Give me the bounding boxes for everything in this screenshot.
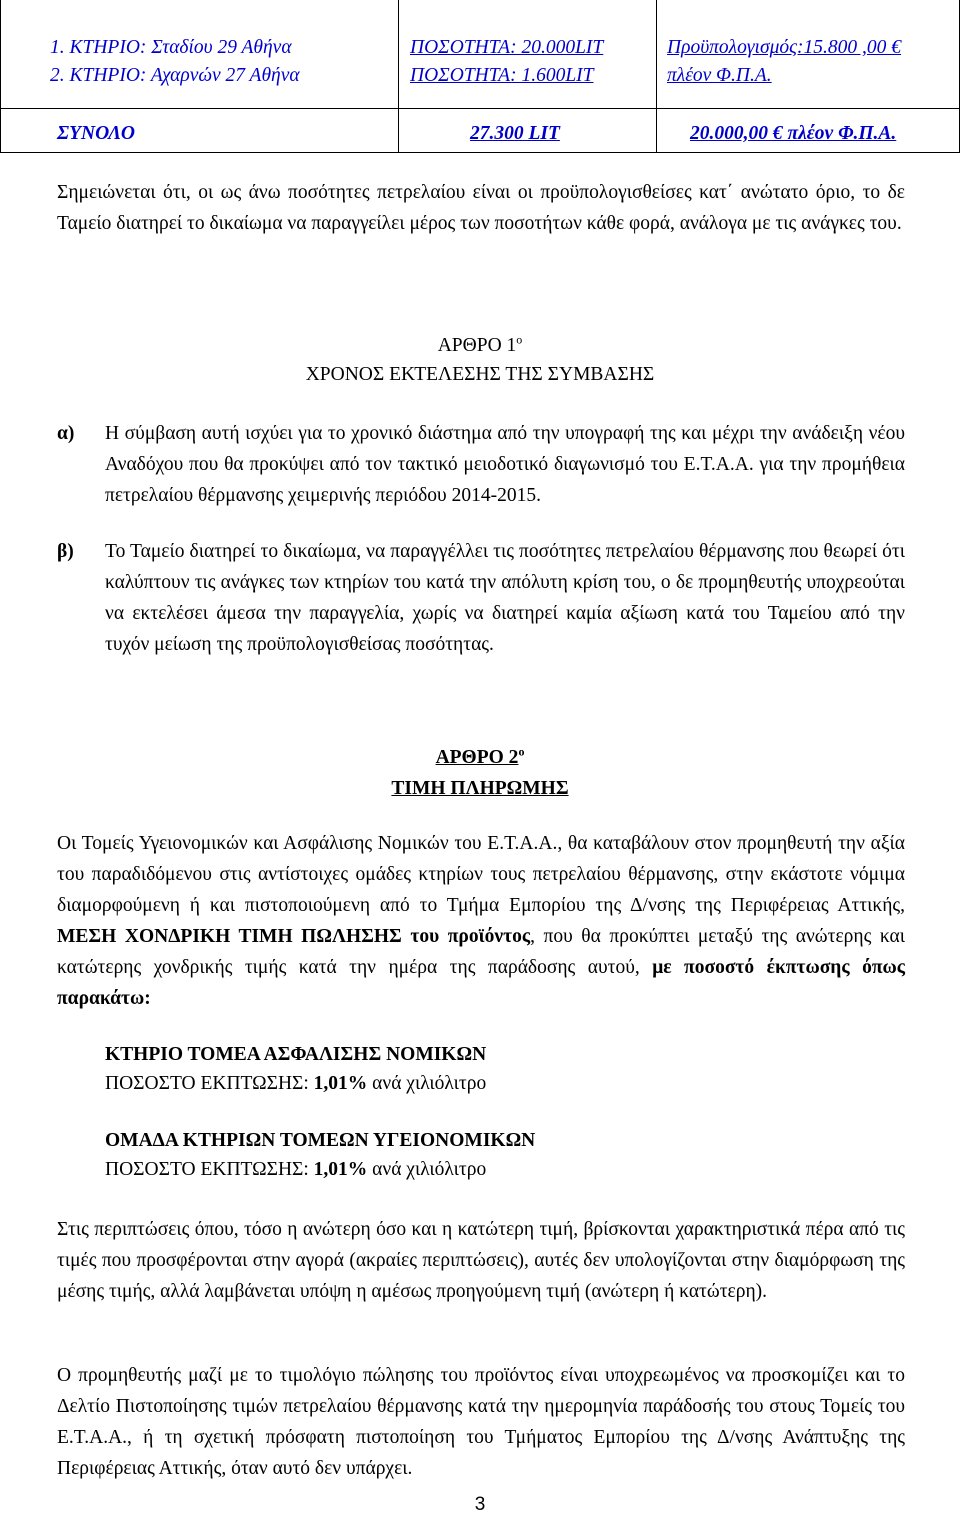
building-line-2: 2. ΚΤΗΡΙΟ: Αχαρνών 27 Αθήνα (50, 65, 300, 86)
article-1-heading-text: ΑΡΘΡΟ 1 (437, 335, 517, 356)
building-group-2-name: ΟΜΑΔΑ ΚΤΗΡΙΩΝ ΤΟΜΕΩΝ ΥΓΕΙΟΝΟΜΙΚΩΝ (105, 1130, 536, 1151)
table-budget-cell (667, 34, 901, 90)
item-a-label: α) (57, 423, 75, 444)
total-label: ΣΥΝΟΛΟ (57, 123, 135, 144)
article-2-heading-sup: ο (518, 744, 525, 759)
table-quantities-cell (410, 34, 603, 90)
discount-unit-1: ανά χιλιόλιτρο (367, 1073, 487, 1094)
item-a-text: Η σύμβαση αυτή ισχύει για το χρονικό διάστημα από την υπογραφή της και μέχρι την ανάδειξη νέου Αναδόχου που θα προκύψει από τον τακτικό μειοδοτικό διαγωνισμό του Ε.Τ.Α.Α. για την προμήθεια πετρελαίου θέρμανσης χειμερινής περιόδου 2014-2015. (105, 423, 905, 506)
table-buildings-cell (50, 34, 300, 90)
article-1-heading-sup: ο (516, 332, 523, 347)
table-divider-1 (398, 0, 399, 152)
total-quantity: 27.300 LIT (470, 123, 560, 144)
quantity-line-2: ΠΟΣΟΤΗΤΑ: 1.600LIT (410, 65, 594, 86)
article-1-heading (0, 330, 960, 361)
building-group-1-discount (105, 1069, 486, 1098)
building-group-2 (105, 1126, 535, 1184)
article-1-subheading: ΧΡΟΝΟΣ ΕΚΤΕΛΕΣΗΣ ΤΗΣ ΣΥΜΒΑΣΗΣ (305, 364, 655, 385)
total-amount: 20.000,00 € πλέον Φ.Π.Α. (690, 123, 897, 144)
supplier-obligations-paragraph: Ο προμηθευτής μαζί με το τιμολόγιο πώλησης του προϊόντος είναι υποχρεωμένος να προσκομίζει και το Δελτίο Πιστοποίησης τιμών πετρελαίου θέρμανσης κατά την ημερομηνία παράδοσής του στους Τομείς του Ε.Τ.Α.Α., ή τη σχετική πρόσφατη πιστοποίηση του Τμήματος Εμπορίου της Δ/νσης Ανάπτυξης της Περιφέρειας Αττικής, όταν αυτό δεν υπάρχει. (57, 1365, 905, 1479)
discount-rate-emphasis: με ποσοστό έκπτωσης όπως παρακάτω: (57, 957, 905, 1009)
quantity-line-1: ΠΟΣΟΤΗΤΑ: 20.000LIT (410, 37, 604, 58)
article-2-paragraph (57, 828, 905, 1014)
building-group-2-discount (105, 1155, 535, 1184)
article-2-subheading-text: ΤΙΜΗ ΠΛΗΡΩΜΗΣ (391, 778, 569, 799)
building-line-1: 1. ΚΤΗΡΙΟ: Σταδίου 29 Αθήνα (50, 37, 292, 58)
article-2-paragraph-start: Οι Τομείς Υγειονομικών και Ασφάλισης Νομικών του Ε.Τ.Α.Α., θα καταβάλουν στον προμηθευτή την αξία του παραδιδόμενου στις αντίστοιχες ομάδες κτηρίων τους πετρελαίου θέρμανσης, στην εκάστοτε νόμιμα διαμορφούμενη ή και πιστοποιούμενη από το Τμήμα Εμπορίου της Δ/νσης της Περιφέρειας Αττικής, (57, 833, 905, 916)
article-1-item-a (57, 418, 905, 511)
budget-line-1: Προϋπολογισμός:15.800 ,00 € (667, 37, 902, 58)
article-2-paragraph-middle: , που θα προκύπτει μεταξύ της ανώτερης και κατώτερης χονδρικής τιμής κατά την ημέρα της παράδοσης αυτού, (57, 926, 905, 978)
discount-unit-2: ανά χιλιόλιτρο (367, 1159, 487, 1180)
table-row-divider (0, 108, 960, 109)
table-border-left (0, 0, 1, 152)
table-divider-2 (656, 0, 657, 152)
page-number: 3 (474, 1494, 486, 1515)
discount-value-1: 1,01% (313, 1073, 368, 1094)
discount-label-2: ΠΟΣΟΣΤΟ ΕΚΠΤΩΣΗΣ: (105, 1159, 314, 1180)
building-group-1-name: ΚΤΗΡΙΟ ΤΟΜΕΑ ΑΣΦΑΛΙΣΗΣ ΝΟΜΙΚΩΝ (105, 1044, 487, 1065)
item-b-label: β) (57, 541, 74, 562)
discount-value-2: 1,01% (313, 1159, 368, 1180)
budget-line-2: πλέον Φ.Π.Α. (667, 65, 772, 86)
article-2-subheading (0, 773, 960, 804)
extreme-cases-paragraph: Στις περιπτώσεις όπου, τόσο η ανώτερη όσο και η κατώτερη τιμή, βρίσκονται χαρακτηριστικά πέρα από τις τιμές που προσφέρονται στην αγορά (ακραίες περιπτώσεις), αυτές δεν υπολογίζονται στην διαμόρφωση της μέσης τιμής, αλλά λαμβάνεται υπόψη η αμέσως προηγούμενη τιμή (ανώτερη ή κατώτερη). (57, 1219, 905, 1302)
budget-table (0, 0, 960, 153)
article-2-heading (0, 742, 960, 773)
article-1-item-b (57, 536, 905, 691)
average-wholesale-price-emphasis: ΜΕΣΗ ΧΟΝΔΡΙΚΗ ΤΙΜΗ ΠΩΛΗΣΗΣ του προϊόντος (57, 926, 531, 947)
note-paragraph: Σημειώνεται ότι, οι ως άνω ποσότητες πετρελαίου είναι οι προϋπολογισθείσες κατ΄ ανώτατο όριο, το δε Ταμείο διατηρεί το δικαίωμα να παραγγείλει μέρος των ποσοτήτων κάθε φορά, ανάλογα με τις ανάγκες του. (57, 182, 905, 234)
article-2-heading-text: ΑΡΘΡΟ 2 (435, 747, 519, 768)
item-b-text: Το Ταμείο διατηρεί το δικαίωμα, να παραγγέλλει τις ποσότητες πετρελαίου θέρμανσης που θεωρεί ότι καλύπτουν τις ανάγκες των κτηρίων του κατά την απόλυτη κρίση του, ο δε προμηθευτής υποχρεούται να εκτελέσει άμεσα την παραγγελία, χωρίς να διατηρεί καμία αξίωση κατά του Ταμείου από την τυχόν μείωση της προϋπολογισθείσας ποσότητας. (105, 541, 905, 655)
building-group-1 (105, 1040, 486, 1098)
discount-label-1: ΠΟΣΟΣΤΟ ΕΚΠΤΩΣΗΣ: (105, 1073, 314, 1094)
